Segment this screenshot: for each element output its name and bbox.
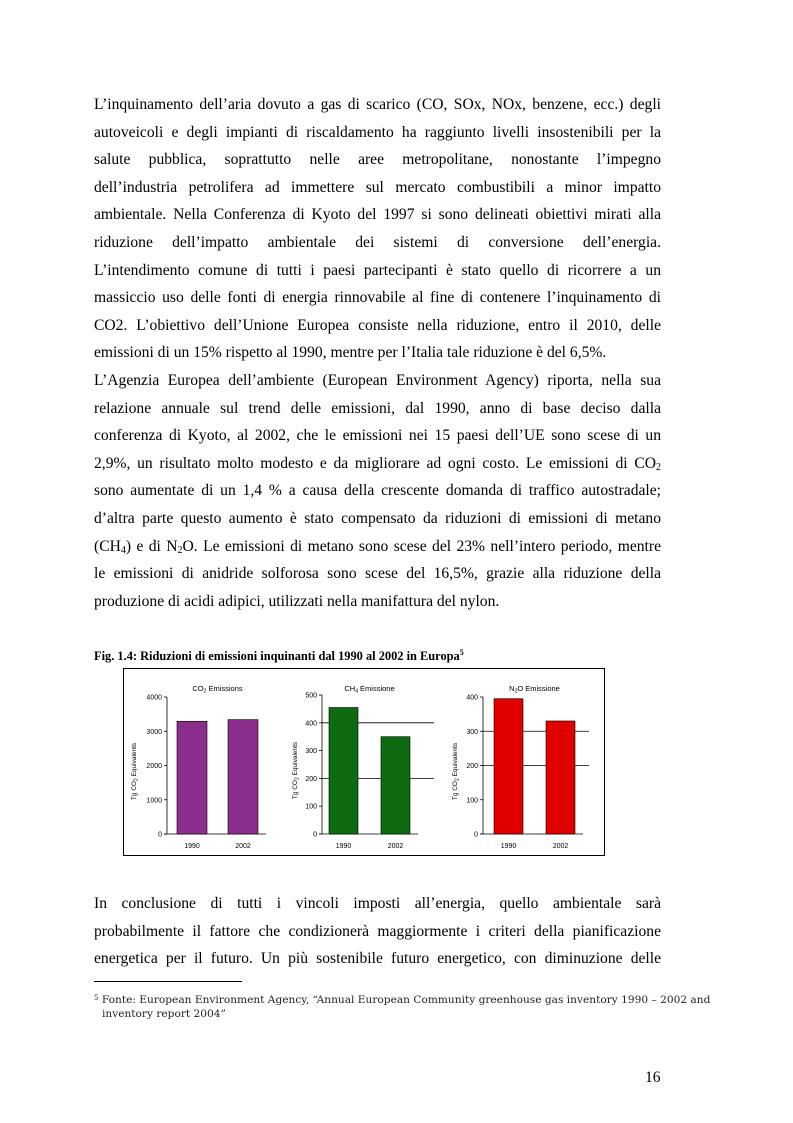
bar-1990 xyxy=(494,699,523,834)
y-tick-label: 300 xyxy=(466,728,478,736)
footnote-line: inventory report 2004” xyxy=(102,1007,226,1020)
y-axis-label: Tg $CO_2$ Equivalents xyxy=(131,742,140,801)
bar-1990 xyxy=(177,721,207,834)
footnote-ref: 5 xyxy=(459,648,464,657)
footnote-text: Fonte: European Environment Agency, “Annual European Community greenhouse gas inventory 1990 – 2002 and xyxy=(101,994,711,1006)
y-axis-label: Tg $CO_2$ Equivalents xyxy=(292,741,301,800)
x-tick-label: 2002 xyxy=(235,843,251,850)
footnote xyxy=(94,992,711,1021)
text-line: sono aumentate di un 1,4 % a causa della crescente domanda di traffico autostradale; xyxy=(94,482,661,500)
x-tick-label: 2002 xyxy=(552,843,569,850)
text-line: In conclusione di tutti i vincoli imposti all’energia, quello ambientale sarà xyxy=(94,895,661,912)
subscript: 2 xyxy=(177,544,183,556)
text-line: d’altra parte questo aumento è stato compensato da riduzioni di emissioni di metano xyxy=(94,509,661,527)
caption-text: Fig. 1.4: Riduzioni di emissioni inquinanti dal 1990 al 2002 in Europa xyxy=(94,649,460,663)
text-line: CO2. L’obiettivo dell’Unione Europea consiste nella riduzione, entro il 2010, delle xyxy=(94,316,661,334)
y-tick-label: 500 xyxy=(305,692,317,700)
y-tick-label: 2000 xyxy=(146,763,162,770)
bar-2002 xyxy=(381,737,410,834)
text-line: energetica per il futuro. Un più sostenibile futuro energetico, con diminuzione delle xyxy=(94,950,661,968)
y-tick-label: 400 xyxy=(305,720,317,728)
x-tick-label: 1990 xyxy=(184,843,200,850)
ch4-chart xyxy=(289,669,449,855)
text-line: riduzione dell’impatto ambientale dei sistemi di conversione dell’energia. xyxy=(94,233,661,251)
y-tick-label: 3000 xyxy=(146,728,162,736)
x-tick-label: 1990 xyxy=(335,843,352,850)
text-run: O. Le emissioni di metano sono scese del 23% nell’intero periodo, mentre xyxy=(182,537,661,555)
chart-title: $CH_4$ Emissione xyxy=(344,684,395,695)
n2o-chart xyxy=(449,669,604,855)
emissions-figure xyxy=(123,668,605,856)
paragraph-eea xyxy=(94,367,661,615)
x-tick-label: 2002 xyxy=(387,843,404,850)
y-tick-label: 1000 xyxy=(146,797,162,805)
y-tick-label: 4000 xyxy=(146,694,162,702)
text-line: salute pubblica, soprattutto nelle aree metropolitane, nonostante l’impegno xyxy=(94,151,661,169)
text-line: autoveicoli e degli impianti di riscaldamento ha raggiunto livelli insostenibili per la xyxy=(94,123,661,141)
y-axis-label: Tg $CO_2$ Equivalents xyxy=(452,742,461,801)
footnote-line xyxy=(94,992,711,1008)
text-line: massiccio uso delle fonti di energia rinnovabile al fine di contenere l’inquinamento di xyxy=(94,289,661,307)
bar-1990 xyxy=(329,708,358,834)
y-tick-label: 0 xyxy=(474,831,478,839)
text-line: L’Agenzia Europea dell’ambiente (European Environment Agency) riporta, nella sua xyxy=(94,372,661,389)
text-line: emissioni di un 15% rispetto al 1990, mentre per l’Italia tale riduzione è del 6,5%. xyxy=(94,344,607,362)
bar-2002 xyxy=(546,721,575,834)
y-tick-label: 200 xyxy=(466,763,478,770)
page-number: 16 xyxy=(645,1069,661,1086)
text-run: (CH xyxy=(94,537,121,555)
paragraph-kyoto xyxy=(94,91,661,367)
y-tick-label: 300 xyxy=(305,748,317,756)
y-tick-label: 0 xyxy=(313,831,317,839)
subscript: 4 xyxy=(120,544,126,556)
paragraph-conclusion xyxy=(94,890,661,973)
text-line: ambientale. Nella Conferenza di Kyoto del 1997 si sono delineati obiettivi mirati alla xyxy=(94,206,661,224)
text-line xyxy=(94,450,661,478)
text-run: 2,9%, un risultato molto modesto e da migliorare ad ogni costo. Le emissioni di CO xyxy=(94,454,656,472)
text-line: le emissioni di anidride solforosa sono scese del 16,5%, grazie alla riduzione della xyxy=(94,565,661,583)
co2-chart xyxy=(124,669,289,855)
text-run: ) e di N xyxy=(125,537,178,555)
bar-2002 xyxy=(228,720,258,834)
y-tick-label: 200 xyxy=(305,775,317,783)
y-tick-label: 0 xyxy=(158,831,162,839)
subscript: 2 xyxy=(656,461,661,473)
text-line: L’intendimento comune di tutti i paesi partecipanti è stato quello di ricorrere a un xyxy=(94,261,661,279)
x-tick-label: 1990 xyxy=(500,843,517,850)
text-line: relazione annuale sul trend delle emissioni, dal 1990, anno di base deciso dalla xyxy=(94,399,661,417)
chart-title: $CO_2$ Emissions xyxy=(192,684,243,695)
y-tick-label: 100 xyxy=(466,797,478,805)
y-tick-label: 100 xyxy=(305,803,317,811)
footnote-marker: 5 xyxy=(94,994,99,1002)
text-line: produzione di acidi adipici, utilizzati nella manifattura del nylon. xyxy=(94,592,500,610)
chart-title: $N_2O$ Emissione xyxy=(509,684,560,695)
footnote-separator xyxy=(94,981,242,982)
text-line xyxy=(94,533,661,561)
figure-caption xyxy=(94,648,464,664)
text-line: L’inquinamento dell’aria dovuto a gas di scarico (CO, SOx, NOx, benzene, ecc.) degli xyxy=(94,96,661,113)
text-line: dell’industria petrolifera ad immettere sul mercato combustibili a minor impatto xyxy=(94,178,661,196)
y-tick-label: 400 xyxy=(466,694,478,702)
text-line: probabilmente il fattore che condizionerà maggiormente i criteri della pianificazione xyxy=(94,922,661,940)
text-line: conferenza di Kyoto, al 2002, che le emissioni nei 15 paesi dell’UE sono scese di un xyxy=(94,427,661,445)
